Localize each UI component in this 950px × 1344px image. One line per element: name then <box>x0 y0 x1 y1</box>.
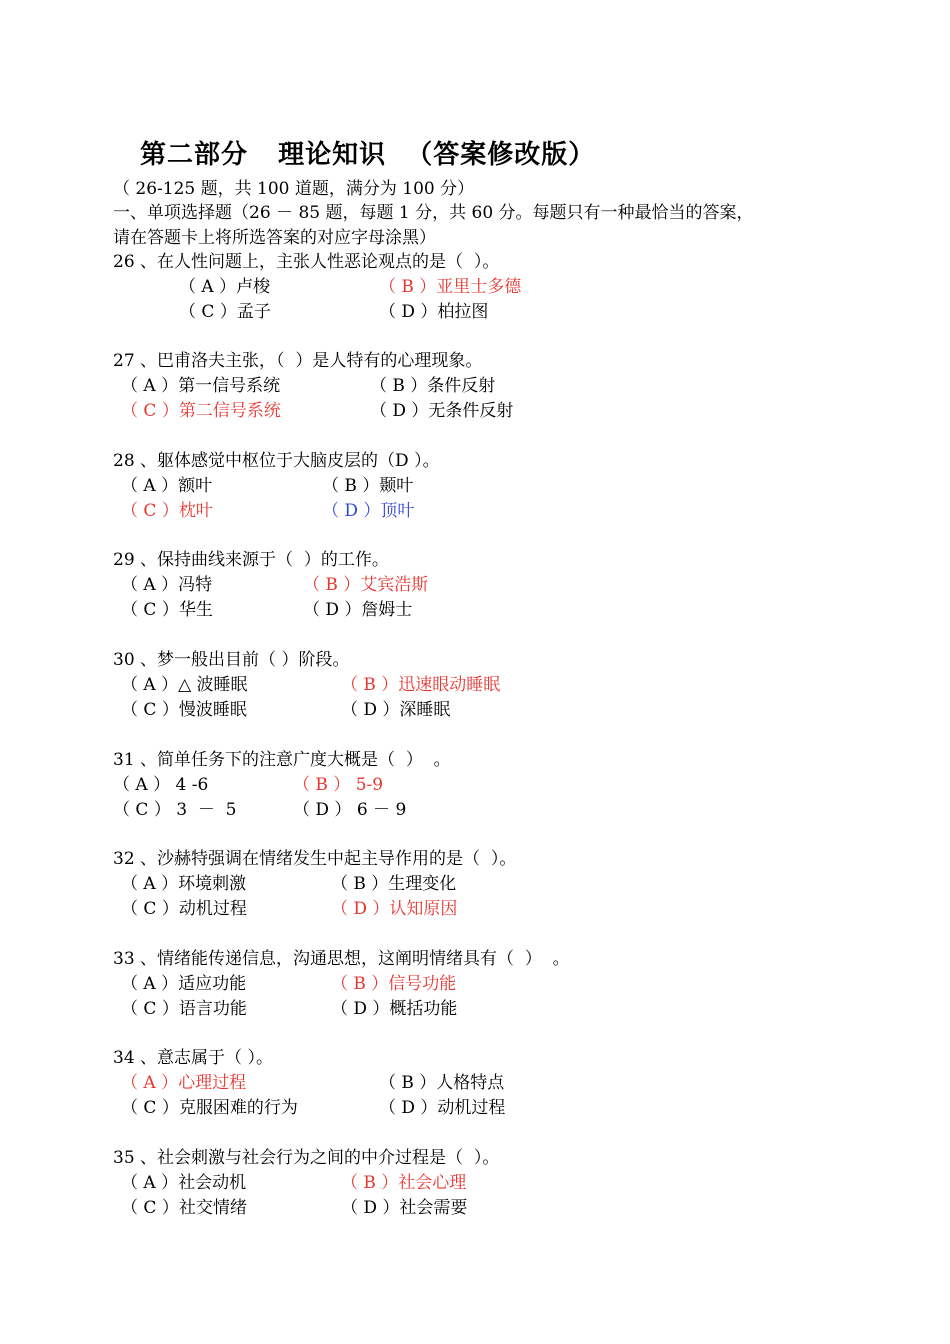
option-d: （ D ）深睡眠 <box>341 700 451 720</box>
option-d-correct: （ D ）认知原因 <box>331 899 458 919</box>
options-row-2 <box>113 598 873 623</box>
option-c: （ C ）慢波睡眠 <box>121 700 247 720</box>
option-a: （ A ）冯特 <box>121 575 213 595</box>
question-stem: 34 、意志属于（ ）。 <box>113 1048 273 1068</box>
options-row-1 <box>113 872 873 897</box>
option-b-correct: （ B ）信号功能 <box>331 974 457 994</box>
page-title: 第二部分 理论知识 （答案修改版） <box>140 140 596 170</box>
section-heading-line2: 请在答题卡上将所选答案的对应字母涂黑） <box>113 228 436 248</box>
question-stem: 26 、在人性问题上，主张人性恶论观点的是（ ）。 <box>113 252 500 272</box>
options-row-1 <box>113 275 873 300</box>
option-c: （ C ）语言功能 <box>121 999 247 1019</box>
option-a: （ A ）卢梭 <box>179 277 271 297</box>
question-33 <box>113 947 873 1022</box>
option-b-correct: （ B ） 5-9 <box>293 775 384 795</box>
options-row-2 <box>113 1196 873 1221</box>
options-row-1 <box>113 474 873 499</box>
option-c: （ C ）克服困难的行为 <box>121 1098 298 1118</box>
option-d: （ D ）概括功能 <box>331 999 458 1019</box>
option-c-correct: （ C ）枕叶 <box>121 501 213 521</box>
options-row-1 <box>113 1171 873 1196</box>
option-b-correct: （ B ）社会心理 <box>341 1173 467 1193</box>
options-row-1 <box>113 573 873 598</box>
option-c: （ C ）动机过程 <box>121 899 247 919</box>
options-row-2 <box>113 798 873 823</box>
options-row-2 <box>113 499 873 524</box>
question-27 <box>113 349 873 424</box>
question-30 <box>113 648 873 723</box>
options-row-1 <box>113 972 873 997</box>
question-31 <box>113 748 873 823</box>
option-b: （ B ）颞叶 <box>322 476 414 496</box>
question-34 <box>113 1046 873 1121</box>
question-stem: 33 、情绪能传递信息，沟通思想，这阐明情绪具有（ ） 。 <box>113 949 570 969</box>
question-stem: 27 、巴甫洛夫主张，（ ）是人特有的心理现象。 <box>113 351 483 371</box>
options-row-2 <box>113 1096 873 1121</box>
option-a: （ A ）社会动机 <box>121 1173 247 1193</box>
option-a-correct: （ A ）心理过程 <box>121 1073 247 1093</box>
option-d: （ D ）詹姆士 <box>303 600 413 620</box>
question-32 <box>113 847 873 922</box>
option-c: （ C ）孟子 <box>179 302 271 322</box>
option-d-marked: （ D ）顶叶 <box>322 501 415 521</box>
option-c: （ C ）社交情绪 <box>121 1198 247 1218</box>
option-b-correct: （ B ）艾宾浩斯 <box>303 575 429 595</box>
option-c: （ C ）华生 <box>121 600 213 620</box>
option-a: （ A ）第一信号系统 <box>121 376 281 396</box>
options-row-2 <box>113 698 873 723</box>
option-a: （ A ）△ 波睡眠 <box>121 675 248 695</box>
option-c: （ C ） 3 － 5 <box>113 800 237 820</box>
question-26 <box>113 250 873 325</box>
options-row-2 <box>113 399 873 424</box>
option-b-correct: （ B ）亚里士多德 <box>379 277 522 297</box>
question-stem: 29 、保持曲线来源于（ ）的工作。 <box>113 550 389 570</box>
question-stem: 31 、简单任务下的注意广度大概是（ ） 。 <box>113 750 451 770</box>
option-a: （ A ）额叶 <box>121 476 213 496</box>
options-row-2 <box>113 997 873 1022</box>
option-b: （ B ）人格特点 <box>379 1073 505 1093</box>
option-a: （ A ）环境刺激 <box>121 874 247 894</box>
option-b-correct: （ B ）迅速眼动睡眠 <box>341 675 501 695</box>
option-b: （ B ）条件反射 <box>370 376 496 396</box>
options-row-1 <box>113 1071 873 1096</box>
options-row-2 <box>113 300 873 325</box>
option-d: （ D ）社会需要 <box>341 1198 468 1218</box>
options-row-1 <box>113 374 873 399</box>
options-row-2 <box>113 897 873 922</box>
question-stem: 35 、社会刺激与社会行为之间的中介过程是（ ）。 <box>113 1148 500 1168</box>
question-35 <box>113 1146 873 1221</box>
option-c-correct: （ C ）第二信号系统 <box>121 401 281 421</box>
options-row-1 <box>113 673 873 698</box>
question-29 <box>113 548 873 623</box>
option-a: （ A ） 4 -6 <box>113 775 209 795</box>
question-stem: 28 、躯体感觉中枢位于大脑皮层的（D ）。 <box>113 451 440 471</box>
intro-text: （ 26-125 题，共 100 道题，满分为 100 分） <box>113 179 475 199</box>
option-d: （ D ）柏拉图 <box>379 302 489 322</box>
option-d: （ D ）无条件反射 <box>370 401 514 421</box>
option-d: （ D ）动机过程 <box>379 1098 506 1118</box>
question-stem: 32 、沙赫特强调在情绪发生中起主导作用的是（ ）。 <box>113 849 517 869</box>
option-d: （ D ） 6 － 9 <box>293 800 407 820</box>
option-a: （ A ）适应功能 <box>121 974 247 994</box>
option-b: （ B ）生理变化 <box>331 874 457 894</box>
question-28 <box>113 449 873 524</box>
section-heading-line1: 一、单项选择题（26 － 85 题，每题 1 分，共 60 分。每题只有一种最恰当的答案， <box>113 203 754 223</box>
question-stem: 30 、梦一般出目前（ ）阶段。 <box>113 650 350 670</box>
options-row-1 <box>113 773 873 798</box>
